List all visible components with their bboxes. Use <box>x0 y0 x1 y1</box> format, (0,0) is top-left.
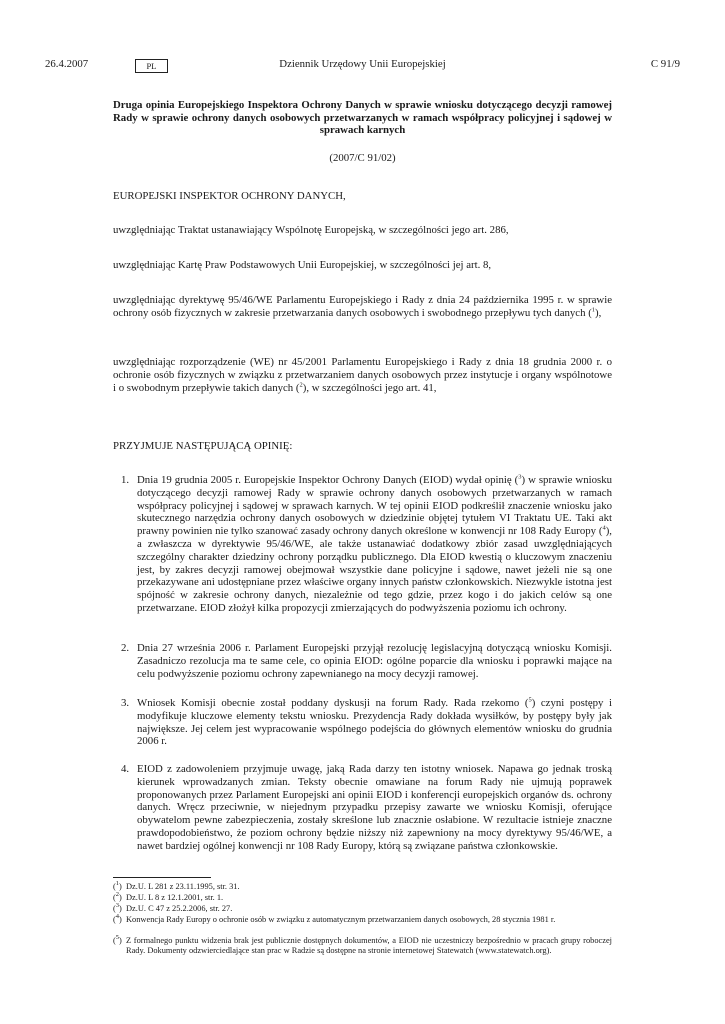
footnote-ref: 1 <box>591 306 596 314</box>
footnote-ref: 4 <box>602 524 606 532</box>
adopts-statement: PRZYJMUJE NASTĘPUJĄCĄ OPINIĘ: <box>113 440 293 452</box>
footnote-ref: 3 <box>518 473 522 481</box>
header-page-number: C 91/9 <box>650 58 680 70</box>
document-reference: (2007/C 91/02) <box>329 152 396 164</box>
list-item <box>121 697 612 748</box>
item-text: Dnia 27 września 2006 r. Parlament Europejski przyjął rezolucję legislacyjną dotyczącą wniosku Komisji. Zasadniczo rezolucja ma te same cele, co opinia EIOD: ogólne poparcie dla wniosku i poprawki mające na celu podwyższenie poziomu ochrony zapewnianego na mocy decyzji ramowej. <box>137 642 612 680</box>
preamble-authority: EUROPEJSKI INSPEKTOR OCHRONY DANYCH, <box>113 190 346 202</box>
footnote-ref: 2 <box>299 381 303 389</box>
list-item <box>121 763 612 853</box>
list-item <box>121 474 612 615</box>
footnote: ($^1$) Dz.U. L 281 z 23.11.1995, str. 31. <box>113 880 240 891</box>
list-item <box>121 642 612 680</box>
footnote: ($^4$) Konwencja Rady Europy o ochronie osób w związku z automatycznym przetwarzaniem danych osobowych, 28 stycznia 1981 r. <box>113 913 556 924</box>
item-number: 2. <box>121 642 130 654</box>
preamble-citation-4: uwzględniając rozporządzenie (WE) nr 45/2001 Parlamentu Europejskiego i Rady z dnia 18 grudnia 2000 r. o ochronie osób fizycznych w związku z przetwarzaniem danych osobowych przez instytucje i organy wspólnotowe i o swobodnym przepływie takich danych ($^2$), w szczególności jego art. 41, <box>113 356 612 394</box>
footnote: ($^3$) Dz.U. C 47 z 25.2.2006, str. 27. <box>113 902 233 913</box>
item-number: 3. <box>121 697 130 709</box>
footnote-ref: 5 <box>528 696 532 704</box>
preamble-citation-3: uwzględniając dyrektywę 95/46/WE Parlamentu Europejskiego i Rady z dnia 24 października 1995 r. w sprawie ochrony osób fizycznych w zakresie przetwarzania danych osobowych i swobodnego przepływu tych danych ($^1$), <box>113 294 612 319</box>
journal-name: Dziennik Urzędowy Unii Europejskiej <box>279 58 446 70</box>
preamble-citation-2: uwzględniając Kartę Praw Podstawowych Unii Europejskiej, w szczególności jej art. 8, <box>113 259 492 271</box>
footnote: ($^5$) Z formalnego punktu widzenia brak jest publicznie dostępnych dokumentów, a EIOD nie uczestniczy bezpośrednio w pracach grupy roboczej Rady. Dokumenty odzwierciedlające stan prac w Radzie są dostępne na stronie internetowej Statewatch (www.statewatch.org). <box>113 934 612 955</box>
footnote: ($^2$) Dz.U. L 8 z 12.1.2001, str. 1. <box>113 891 224 902</box>
item-number: 1. <box>121 474 130 486</box>
item-text: EIOD z zadowoleniem przyjmuje uwagę, jaką Rada darzy ten istotny wniosek. Napawa go jednak troską kierunek wprowadzanych zmian. Teksty obecnie omawiane na forum Rady nie ujmują poprawek proponowanych przez Parlament Europejski ani opinii EIOD i konferencji europejskich organów ds. ochrony danych. Wręcz przeciwnie, w niejednym przypadku przepisy zawarte we wniosku Komisji, oferujące obywatelom pewne zabezpieczenia, zostały skreślone lub znacznie osłabione. W rezultacie istnieje znaczne prawdopodobieństwo, że poziom ochrony będzie niższy niż zapewniony na mocy dyrektywy 95/46/WE, a nawet bardziej ogólnej konwencji nr 108 Rady Europy, którą są związane państwa członkowskie. <box>137 763 612 852</box>
item-number: 4. <box>121 763 130 775</box>
item-text: Dnia 19 grudnia 2005 r. Europejskie Inspektor Ochrony Danych (EIOD) wydał opinię ($^3$) w sprawie wniosku dotyczącego decyzji ramowej Rady w sprawie ochrony danych osobowych przetwarzanych w ramach współpracy policyjnej i sądowej w sprawach karnych. W tej opinii EIOD podkreślił znaczenie wniosku jako skutecznego narzędzia ochrony danych osobowych w dziedzinie objętej tytułem VI Traktatu UE. Taki akt prawny powinien nie tylko szanować zasady ochrony danych określone w konwencji nr 108 Rady Europy ($^4$), a zwłaszcza w dyrektywie 95/46/WE, ale także ustanawiać dodatkowy zbiór zasad uwzględniających szczególny charakter dziedziny ochrony porządku publicznego. Dla EIOD kwestią o kluczowym znaczeniu jest, by zakres decyzji ramowej obejmował wszystkie dane policyjne i sądowe, nawet jeżeli nie są one przekazywane ani udostępniane przez właściwe organy innych państw członkowskich. Niezwykle istotna jest spójność w zakresie ochrony danych, niezależnie od tego gdzie, przez kogo i do jakich celów są one przetwarzane. EIOD złożył kilka propozycji zmierzających do podwyższenia poziomu ich ochrony. <box>137 473 612 614</box>
document-title: Druga opinia Europejskiego Inspektora Ochrony Danych w sprawie wniosku dotyczącego decyzji ramowej Rady w sprawie ochrony danych osobowych przetwarzanych w ramach współpracy policyjnej i sądowej w sprawach karnych <box>113 99 612 136</box>
language-code-box: PL <box>135 59 168 73</box>
header-date: 26.4.2007 <box>45 58 89 70</box>
footnote-divider <box>113 877 211 878</box>
item-text: Wniosek Komisji obecnie został poddany dyskusji na forum Rady. Rada rzekomo ($^5$) czyni postępy i modyfikuje kluczowe elementy tekstu wniosku. Prezydencja Rady dokłada wysiłków, by postępy były jak największe. Jej celem jest wypracowanie wspólnego podejścia do głównych elementów wniosku do grudnia 2006 r. <box>137 696 612 748</box>
preamble-citation-1: uwzględniając Traktat ustanawiający Wspólnotę Europejską, w szczególności jego art. 286, <box>113 224 509 236</box>
